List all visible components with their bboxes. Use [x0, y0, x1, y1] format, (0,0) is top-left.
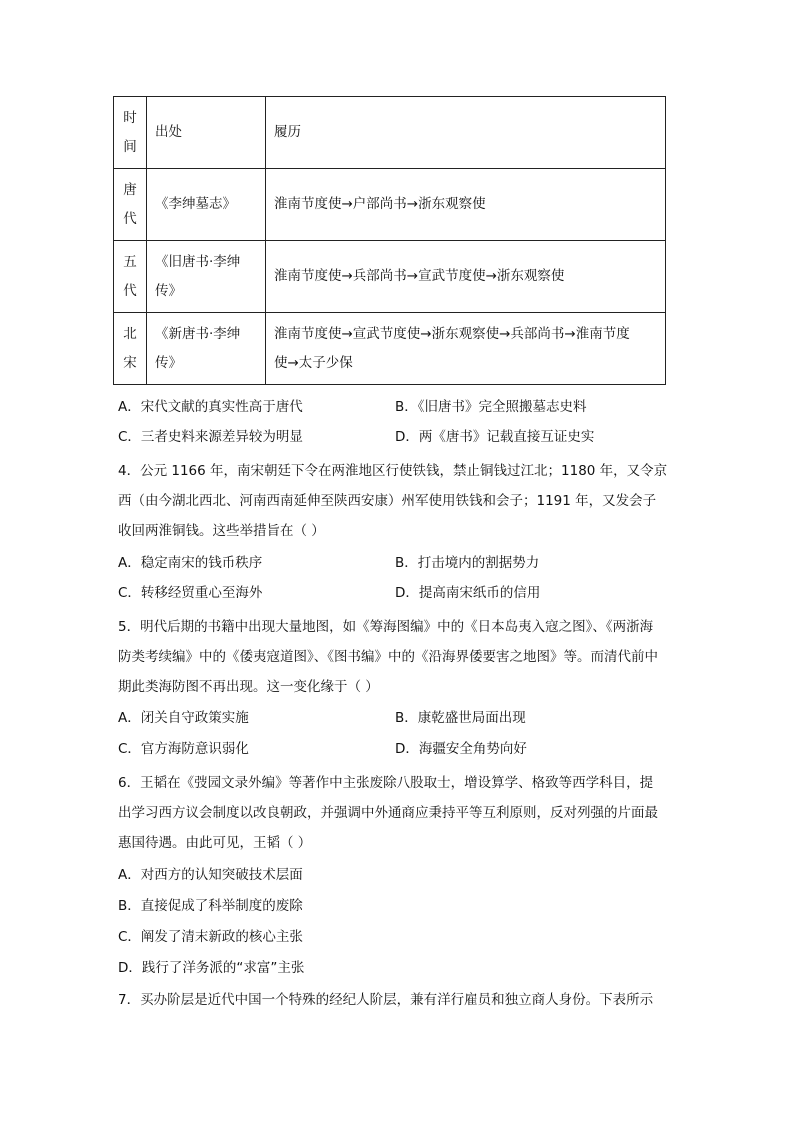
- table-row: [114, 169, 666, 241]
- q3-option-a: A．宋代文献的真实性高于唐代: [118, 399, 303, 415]
- q5-option-a: A．闭关自守政策实施: [118, 710, 249, 726]
- source-cell: 《新唐书·李绅 传》: [147, 313, 266, 385]
- q4-option-d: D．提高南宋纸币的信用: [395, 585, 541, 601]
- q6-option-b: B．直接促成了科举制度的废除: [118, 898, 303, 914]
- q4-stem-line: 4．公元 1166 年，南宋朝廷下令在两淮地区行使铁钱，禁止铜钱过江北；1180 年，又令京: [118, 463, 668, 479]
- q6-option-c: C．阐发了清末新政的核心主张: [118, 929, 303, 945]
- q6-option-a: A．对西方的认知突破技术层面: [118, 867, 303, 883]
- q3-option-b: B．《旧唐书》完全照搬墓志史料: [395, 399, 587, 415]
- q6-option-d: D．践行了洋务派的“求富”主张: [118, 960, 305, 976]
- career-cell: 淮南节度使→兵部尚书→宣武节度使→浙东观察使: [266, 241, 666, 313]
- header-career: 履历: [266, 97, 666, 169]
- q4-option-a: A．稳定南宋的钱币秩序: [118, 555, 263, 571]
- q3-option-c: C．三者史料来源差异较为明显: [118, 429, 303, 445]
- table-header-row: [114, 97, 666, 169]
- q7-stem-line: 7．买办阶层是近代中国一个特殊的经纪人阶层，兼有洋行雇员和独立商人身份。下表所示: [118, 992, 654, 1008]
- source-cell: 《旧唐书·李绅 传》: [147, 241, 266, 313]
- q5-stem-line: 期此类海防图不再出现。这一变化缘于（ ）: [118, 679, 379, 695]
- era-cell: 五 代: [114, 241, 147, 313]
- table-row: [114, 313, 666, 385]
- history-table: [113, 96, 666, 385]
- header-source: 出处: [147, 97, 266, 169]
- q3-option-d: D．两《唐书》记载直接互证史实: [395, 429, 595, 445]
- q4-stem-line: 西（由今湖北西北、河南西南延伸至陕西安康）州军使用铁钱和会子；1191 年，又发会子: [118, 493, 657, 509]
- q6-stem-line: 出学习西方议会制度以改良朝政，并强调中外通商应秉持平等互利原则，反对列强的片面最: [118, 805, 658, 821]
- q4-option-b: B．打击境内的割据势力: [395, 555, 540, 571]
- q6-stem-line: 惠国待遇。由此可见，王韬（ ）: [118, 835, 312, 851]
- q5-stem-line: 防类考续编》中的《倭夷寇道图》、《图书编》中的《沿海界倭要害之地图》等。而清代前中: [118, 649, 658, 665]
- q5-option-c: C．官方海防意识弱化: [118, 741, 249, 757]
- era-cell: 北 宋: [114, 313, 147, 385]
- q4-stem-line: 收回两淮铜钱。这些举措旨在（ ）: [118, 523, 325, 539]
- q5-option-d: D．海疆安全角势向好: [395, 741, 527, 757]
- q5-option-b: B．康乾盛世局面出现: [395, 710, 526, 726]
- q4-option-c: C．转移经贸重心至海外: [118, 585, 263, 601]
- q5-stem-line: 5．明代后期的书籍中出现大量地图，如《筹海图编》中的《日本岛夷入寇之图》、《两浙海: [118, 619, 654, 635]
- career-cell: 淮南节度使→宣武节度使→浙东观察使→兵部尚书→淮南节度 使→太子少保: [266, 313, 666, 385]
- q6-stem-line: 6．王韬在《弢园文录外编》等著作中主张废除八股取士，增设算学、格致等西学科目，提: [118, 775, 654, 791]
- source-cell: 《李绅墓志》: [147, 169, 266, 241]
- header-time: 时 间: [114, 97, 147, 169]
- table-row: [114, 241, 666, 313]
- era-cell: 唐 代: [114, 169, 147, 241]
- career-cell: 淮南节度使→户部尚书→浙东观察使: [266, 169, 666, 241]
